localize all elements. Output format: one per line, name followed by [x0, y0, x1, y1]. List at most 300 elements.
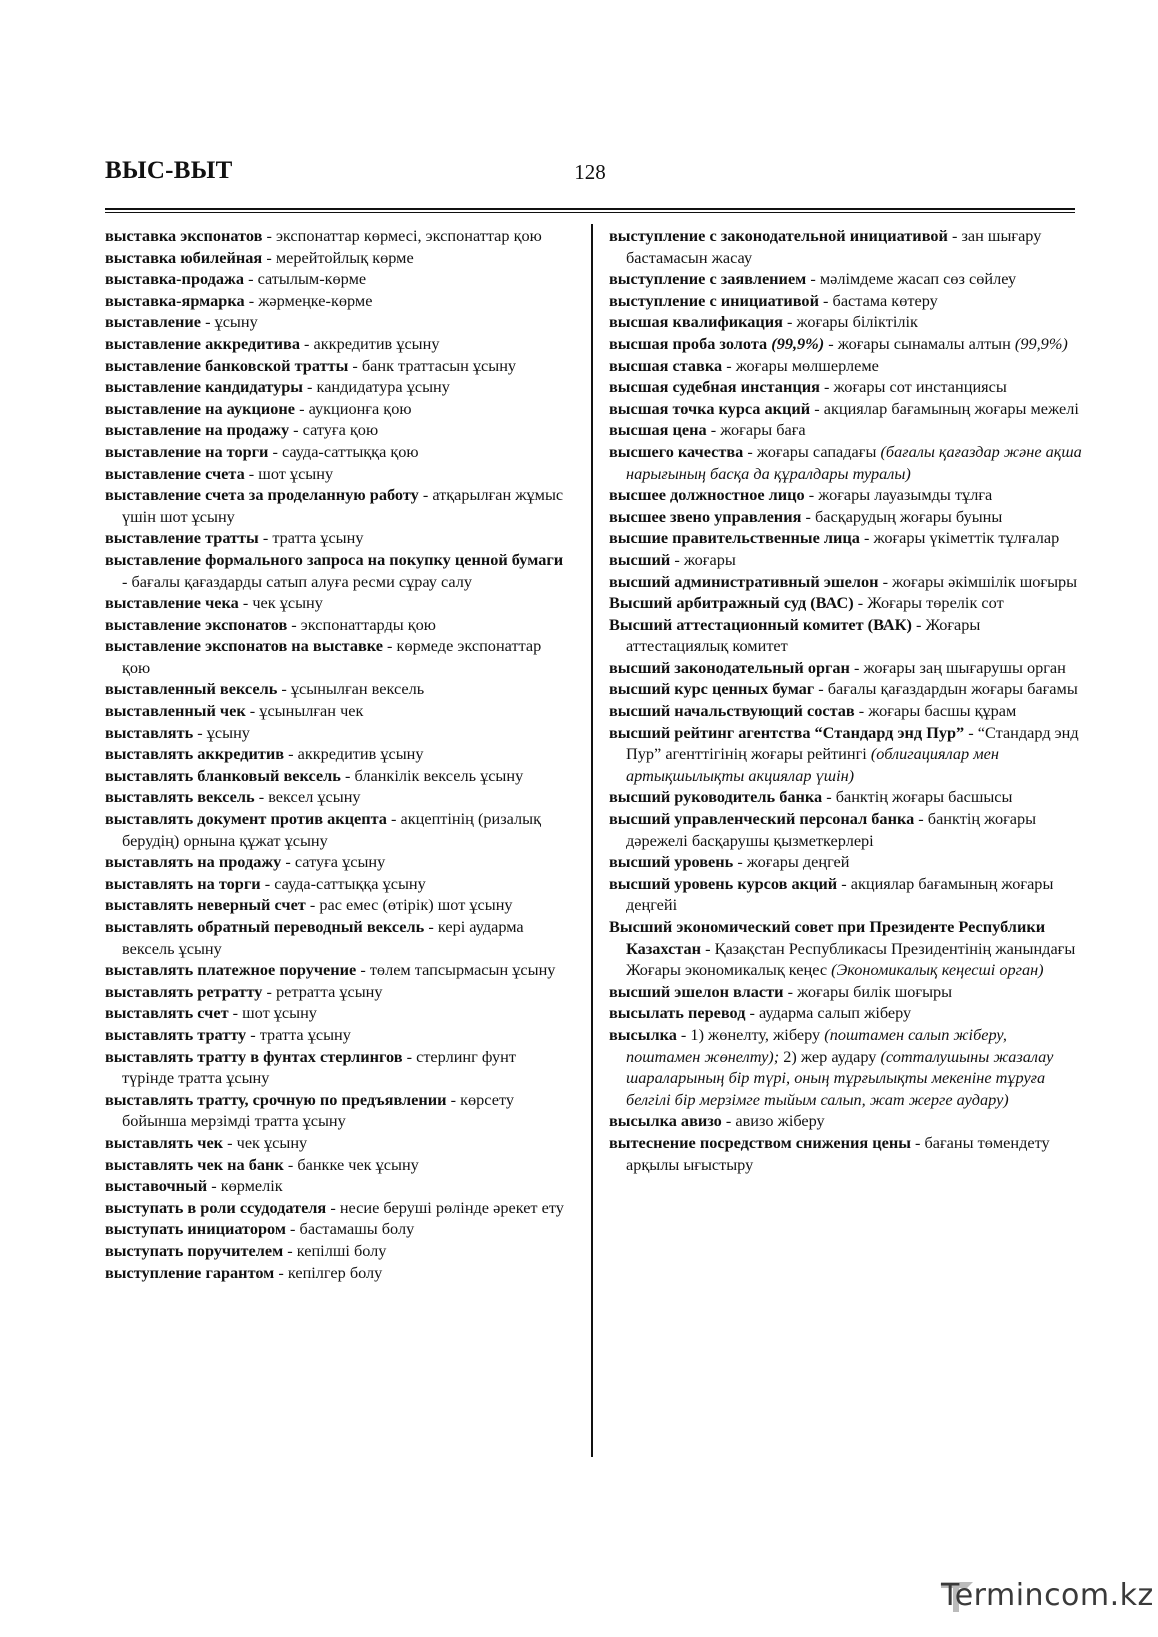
entry-separator: -	[911, 614, 926, 634]
dictionary-entry	[609, 376, 1084, 398]
entry-definition: көрмелік	[220, 1176, 283, 1196]
entry-definition: жоғары	[683, 549, 736, 569]
dictionary-entry	[105, 549, 567, 592]
entry-definition: 2) жер аудару	[779, 1046, 877, 1066]
entry-term: выставление	[105, 312, 201, 332]
entry-term: выставлять бланковый вексель	[105, 765, 341, 785]
entry-term: высшая ставка	[609, 355, 723, 375]
entry-separator: -	[386, 809, 401, 829]
entry-definition: жәрмеңке-көрме	[258, 290, 373, 310]
entry-definition: экспонаттарды қою	[300, 614, 436, 634]
dictionary-entry	[105, 1002, 567, 1024]
entry-separator: -	[701, 938, 715, 958]
entry-separator: -	[822, 787, 836, 807]
right-column	[609, 225, 1084, 1175]
entry-term: выставление банковской тратты	[105, 355, 349, 375]
entry-separator: -	[722, 355, 736, 375]
entry-definition: жоғары мөлшерлеме	[735, 355, 879, 375]
entry-term: выставлять аккредитив	[105, 744, 285, 764]
entry-term: высшее должностное лицо	[609, 485, 805, 505]
dictionary-entry	[105, 765, 567, 787]
dictionary-entry	[105, 1046, 567, 1089]
entry-definition: вексел ұсыну	[268, 787, 361, 807]
entry-separator: -	[819, 377, 834, 397]
dictionary-entry	[105, 1197, 567, 1219]
dictionary-entry	[105, 1240, 567, 1262]
entry-definition: банктің жоғары дәрежелі басқарушы қызметкерлері	[626, 809, 1037, 850]
dictionary-entry	[105, 1175, 567, 1197]
dictionary-entry	[609, 916, 1084, 981]
dictionary-entry	[609, 355, 1084, 377]
entry-separator: -	[356, 960, 370, 980]
entry-separator: -	[244, 290, 259, 310]
entry-term: выставлять тратту	[105, 1024, 247, 1044]
entry-definition: мерейтойлық көрме	[275, 247, 414, 267]
entry-term: выставка-продажа	[105, 269, 244, 289]
entry-definition: бағалы қағаздарды сатып алуға ресми сұрау салу	[131, 571, 473, 591]
entry-note: (Экономикалық кеңесші орган)	[827, 960, 1044, 980]
entry-term: выступление с заявлением	[609, 269, 807, 289]
entry-separator: -	[262, 247, 276, 267]
entry-definition: жоғары заң шығарушы орган	[863, 657, 1066, 677]
entry-term: выставлять тратту, срочную по предъявлении	[105, 1089, 447, 1109]
dictionary-entry	[105, 873, 567, 895]
entry-term: высшие правительственные лица	[609, 528, 860, 548]
entry-term: выставлять чек на банк	[105, 1154, 284, 1174]
entry-term: высший начальствующий состав	[609, 701, 855, 721]
dictionary-entry	[105, 1154, 567, 1176]
entry-definition: чек ұсыну	[252, 593, 323, 613]
entry-separator: -	[277, 679, 291, 699]
entry-definition: ұсыну	[206, 722, 250, 742]
entry-term-note: (99,9%)	[767, 333, 825, 353]
dictionary-entry	[105, 1089, 567, 1132]
entry-term: выставлять неверный счет	[105, 895, 306, 915]
entry-term: выставлять вексель	[105, 787, 255, 807]
entry-definition: “Стандард энд Пур” агенттігінің жоғары рейтингі	[626, 722, 1079, 764]
entry-separator: -	[340, 765, 355, 785]
entry-term: высший курс ценных бумаг	[609, 679, 815, 699]
entry-definition: шот ұсыну	[242, 1003, 317, 1023]
entry-separator: -	[326, 1197, 340, 1217]
entry-definition: акциялар бағамының жоғары межелі	[823, 398, 1079, 418]
entry-term: выставка юбилейная	[105, 247, 263, 267]
entry-separator: -	[806, 269, 820, 289]
dictionary-entry	[105, 247, 567, 269]
entry-definition: аккредитив ұсыну	[297, 744, 424, 764]
entry-definition: кепілші болу	[296, 1240, 387, 1260]
entry-definition: экспонаттар көрмесі, экспонаттар қою	[275, 226, 542, 245]
dictionary-entry	[609, 268, 1084, 290]
entry-definition: төлем тапсырмасын ұсыну	[369, 960, 556, 980]
entry-term: высшая квалификация	[609, 312, 783, 332]
entry-separator: -	[246, 1024, 260, 1044]
dictionary-entry	[609, 981, 1084, 1003]
dictionary-entry	[105, 678, 567, 700]
dictionary-entry	[105, 1262, 567, 1284]
entry-separator: -	[706, 420, 721, 440]
entry-definition: кандидатура ұсыну	[316, 377, 450, 397]
entry-separator: -	[964, 722, 978, 742]
dictionary-entry	[105, 463, 567, 485]
entry-separator: -	[254, 787, 269, 807]
entry-term: высшая точка курса акций	[609, 398, 811, 418]
entry-definition: атқарылған жұмыс үшін шот ұсыну	[122, 485, 564, 526]
dictionary-entry	[105, 851, 567, 873]
dictionary-entry	[105, 592, 567, 614]
entry-term: выставлять	[105, 722, 194, 742]
entry-note: (99,9%)	[1010, 333, 1068, 353]
entry-definition: шот ұсыну	[258, 463, 334, 483]
dictionary-entry	[609, 290, 1084, 312]
entry-term: выставление тратты	[105, 528, 259, 548]
entry-separator: -	[801, 506, 815, 526]
entry-separator: -	[262, 226, 276, 245]
entry-term: выставлять платежное поручение	[105, 960, 357, 980]
dictionary-entry	[105, 916, 567, 959]
entry-term: выставка экспонатов	[105, 226, 263, 245]
entry-term: высший уровень курсов акций	[609, 873, 838, 893]
entry-definition: жоғары баға	[720, 420, 806, 440]
entry-separator: -	[721, 1111, 736, 1131]
entry-definition: сауда-саттыққа ұсыну	[274, 873, 426, 893]
entry-definition: кепілгер болу	[287, 1262, 383, 1282]
entry-definition: жоғары сападағы	[756, 441, 877, 461]
dictionary-entry	[105, 333, 567, 355]
entry-term: выставление кандидатуры	[105, 377, 303, 397]
entry-definition: бланкілік вексель ұсыну	[354, 765, 524, 785]
entry-definition: 1) жөнелту, жіберу	[690, 1024, 821, 1044]
entry-term: выставлять счет	[105, 1003, 229, 1023]
dictionary-entry	[105, 1024, 567, 1046]
entry-separator: -	[302, 377, 317, 397]
dictionary-entry	[609, 1132, 1084, 1175]
entry-separator: -	[207, 1176, 221, 1196]
entry-term: выставлять на торги	[105, 873, 261, 893]
entry-separator: -	[274, 1262, 288, 1282]
entry-definition: жоғары біліктілік	[796, 312, 918, 332]
entry-separator: -	[818, 290, 833, 310]
entry-definition: жоғары әкімшілік шоғыры	[892, 571, 1078, 591]
entry-term: выступление с инициативой	[609, 290, 819, 310]
entry-definition: чек ұсыну	[236, 1132, 308, 1152]
entry-definition: акцептінің (ризалық берудің) орнына құжат ұсыну	[122, 809, 541, 850]
dictionary-entry	[105, 614, 567, 636]
entry-separator: -	[285, 1219, 300, 1239]
header-rule	[105, 208, 1075, 210]
dictionary-entry	[105, 290, 567, 312]
entry-separator: -	[859, 528, 874, 548]
entry-separator: -	[854, 701, 869, 721]
dictionary-entry	[609, 571, 1084, 593]
entry-separator: -	[223, 1132, 237, 1152]
entry-definition: бағалы қағаздардын жоғары бағамы	[827, 679, 1078, 699]
entry-definition: ұсыну	[214, 312, 258, 332]
entry-definition: жоғары сот инстанциясы	[833, 377, 1007, 397]
dictionary-entry	[105, 894, 567, 916]
entry-definition: бастама көтеру	[832, 290, 938, 310]
entry-definition: жоғары деңгей	[746, 852, 850, 872]
entry-term: выступление с законодательной инициативой	[609, 226, 948, 245]
entry-term: выставлять обратный переводный вексель	[105, 917, 425, 936]
entry-separator: -	[122, 571, 132, 591]
entry-definition: ұсынылған чек	[259, 701, 364, 721]
header-rule-thin	[105, 212, 1075, 213]
entry-term: выставление счета	[105, 463, 245, 483]
entry-separator: -	[743, 441, 757, 461]
dictionary-entry	[609, 808, 1084, 851]
entry-definition: жоғары билік шоғыры	[797, 981, 953, 1001]
entry-term: выставление формального запроса на покупку ценной бумаги	[105, 549, 564, 569]
dictionary-entry	[609, 1002, 1084, 1024]
dictionary-entry	[609, 722, 1084, 787]
entry-term: выступать инициатором	[105, 1219, 286, 1239]
entry-separator: -	[853, 593, 868, 613]
dictionary-entry	[105, 722, 567, 744]
entry-definition: тратта ұсыну	[272, 528, 364, 548]
entry-separator: -	[244, 463, 259, 483]
entry-separator: -	[260, 873, 275, 893]
entry-definition: ұсынылған вексель	[290, 679, 425, 699]
entry-definition: сауда-саттыққа қою	[281, 441, 419, 461]
entry-separator: -	[733, 852, 747, 872]
entry-separator: -	[245, 701, 260, 721]
entry-term: Высший экономический совет при Президенте Республики Казахстан	[609, 917, 1046, 958]
entry-term: выставочный	[105, 1176, 208, 1196]
dictionary-entry	[609, 851, 1084, 873]
entry-definition: мәлімдеме жасап сөз сөйлеу	[819, 269, 1017, 289]
dictionary-entry	[105, 1132, 567, 1154]
left-column	[105, 225, 567, 1283]
dictionary-entry	[609, 311, 1084, 333]
entry-definition: жоғары сынамалы алтын	[837, 333, 1011, 353]
entry-term: высший административный эшелон	[609, 571, 879, 591]
entry-term: выставлять ретратту	[105, 981, 263, 1001]
entry-definition: сатылым-көрме	[257, 269, 367, 289]
entry-separator: -	[382, 636, 397, 656]
page-header	[105, 153, 1075, 195]
entry-term: высылать перевод	[609, 1003, 746, 1023]
entry-separator: -	[262, 981, 277, 1001]
entry-separator: -	[193, 722, 207, 742]
dictionary-entry	[609, 441, 1084, 484]
entry-term: высший уровень	[609, 852, 734, 872]
dictionary-entry	[609, 873, 1084, 916]
dictionary-entry	[609, 506, 1084, 528]
entry-term: высшая проба золота	[609, 333, 768, 353]
entry-definition: басқарудың жоғары буыны	[814, 506, 1003, 526]
entry-separator: -	[268, 441, 282, 461]
entry-term: высший руководитель банка	[609, 787, 823, 807]
entry-term: выставление аккредитива	[105, 333, 300, 353]
dictionary-entry	[609, 484, 1084, 506]
dictionary-entry	[609, 549, 1084, 571]
entry-term: выставление экспонатов на выставке	[105, 636, 383, 656]
entry-term: выставление на аукционе	[105, 398, 296, 418]
entry-term: высылка авизо	[609, 1111, 722, 1131]
dictionary-entry	[609, 592, 1084, 614]
dictionary-entry	[105, 743, 567, 765]
entry-definition: жоғары басшы құрам	[868, 701, 1017, 721]
entry-separator: -	[824, 333, 838, 353]
dictionary-entry	[609, 527, 1084, 549]
entry-separator: -	[402, 1046, 417, 1066]
entry-separator: -	[446, 1089, 461, 1109]
entry-separator: -	[783, 981, 798, 1001]
entry-definition: аукционға қою	[308, 398, 412, 418]
entry-separator: -	[782, 312, 797, 332]
entry-term: выставление чека	[105, 593, 239, 613]
dictionary-entry	[105, 808, 567, 851]
dictionary-entry	[105, 311, 567, 333]
dictionary-entry	[105, 959, 567, 981]
entry-separator: -	[201, 312, 215, 332]
column-divider	[591, 224, 593, 1457]
dictionary-entry	[105, 635, 567, 678]
entry-term: выставление на продажу	[105, 420, 290, 440]
dictionary-entry	[105, 376, 567, 398]
entry-term: высылка	[609, 1024, 677, 1044]
entry-term: высшая судебная инстанция	[609, 377, 820, 397]
entry-separator: -	[284, 744, 298, 764]
dictionary-entry	[609, 657, 1084, 679]
entry-separator: -	[305, 895, 320, 915]
entry-definition: банктің жоғары басшысы	[835, 787, 1013, 807]
entry-separator: -	[244, 269, 258, 289]
entry-definition: бағаны төмендету арқылы ығыстыру	[626, 1132, 1050, 1174]
entry-definition: рас емес (өтірік) шот ұсыну	[319, 895, 513, 915]
dictionary-entry	[105, 398, 567, 420]
entry-definition: Жоғары төрелік сот	[867, 593, 1004, 613]
dictionary-entry	[609, 333, 1084, 355]
entry-separator: -	[283, 1240, 297, 1260]
entry-separator: -	[878, 571, 893, 591]
entry-note: (облигациялар мен артықшылықты акциялар үшін)	[626, 744, 999, 785]
entry-definition: көрсету бойынша мерзімді тратта ұсыну	[122, 1089, 514, 1131]
entry-separator: -	[228, 1003, 243, 1023]
entry-definition: банкке чек ұсыну	[297, 1154, 419, 1174]
dictionary-entry	[609, 419, 1084, 441]
entry-definition: Жоғары аттестациялық комитет	[626, 614, 981, 656]
dictionary-entry	[105, 441, 567, 463]
entry-definition: бастамашы болу	[299, 1219, 415, 1239]
entry-term: выставленный вексель	[105, 679, 278, 699]
entry-separator: -	[947, 226, 962, 245]
dictionary-entry	[105, 268, 567, 290]
entry-term: выступать в роли ссудодателя	[105, 1197, 327, 1217]
entry-separator: -	[804, 485, 819, 505]
entry-term: выставка-ярмарка	[105, 290, 245, 310]
entry-definition: банк траттасын ұсыну	[361, 355, 517, 375]
entry-separator: -	[299, 333, 314, 353]
entry-separator: -	[283, 1154, 298, 1174]
entry-term: выступление гарантом	[105, 1262, 275, 1282]
entry-separator: -	[281, 852, 295, 872]
entry-term: высший законодательный орган	[609, 657, 850, 677]
entry-definition: сатуға қою	[302, 420, 379, 440]
dictionary-entry	[105, 484, 567, 527]
entry-separator: -	[295, 398, 309, 418]
entry-separator: -	[910, 1132, 925, 1152]
entry-definition: кері аударма вексель ұсыну	[122, 917, 524, 958]
entry-note: (сотталушыны жазалау шараларының бір түрі, оның тұрғылықты мекеніне тұруға белгілі бір мерзімге тыйым салып, жат жерге аудару)	[626, 1046, 1054, 1109]
dictionary-entry	[609, 700, 1084, 722]
entry-term: выступать поручителем	[105, 1240, 284, 1260]
dictionary-entry	[105, 981, 567, 1003]
entry-separator: -	[258, 528, 273, 548]
entry-term: выставление на торги	[105, 441, 269, 461]
entry-term: выставление экспонатов	[105, 614, 288, 634]
entry-term: Высший аттестационный комитет (ВАК)	[609, 614, 912, 634]
entry-separator: -	[418, 485, 433, 505]
dictionary-entry	[105, 419, 567, 441]
entry-separator: -	[287, 614, 301, 634]
entry-note: (бағалы қағаздар және ақша нарығының басқа да құралдары туралы)	[626, 441, 1082, 483]
page-title: ВЫС-ВЫТ	[105, 157, 233, 184]
entry-term: высшее звено управления	[609, 506, 802, 526]
entry-term: высший управленческий персонал банка	[609, 809, 915, 829]
dictionary-entry	[609, 614, 1084, 657]
entry-term: выставление счета за проделанную работу	[105, 485, 419, 505]
watermark-text: Termincom.kz	[941, 1578, 1154, 1613]
entry-term: Высший арбитражный суд (ВАС)	[609, 593, 854, 613]
entry-definition: аккредитив ұсыну	[313, 333, 440, 353]
entry-definition: көрмеде экспонаттар қою	[122, 636, 542, 677]
entry-separator: -	[424, 917, 438, 936]
entry-separator: -	[810, 398, 824, 418]
entry-term: высший эшелон власти	[609, 981, 784, 1001]
entry-definition: авизо жіберу	[735, 1111, 825, 1131]
entry-term: выставлять документ против акцепта	[105, 809, 387, 829]
entry-definition: акциялар бағамының жоғары деңгейі	[626, 873, 1054, 915]
entry-definition: зан шығару бастамасын жасау	[626, 226, 1042, 267]
entry-definition: аударма салып жіберу	[759, 1003, 912, 1023]
dictionary-entry	[609, 1110, 1084, 1132]
entry-term: высшая цена	[609, 420, 707, 440]
entry-definition: тратта ұсыну	[259, 1024, 351, 1044]
entry-separator: -	[914, 809, 928, 829]
entry-definition: Қазақстан Республикасы Президентінің жанындағы Жоғары экономикалық кеңес	[626, 938, 1076, 980]
dictionary-entry	[609, 678, 1084, 700]
entry-term: высший рейтинг агентства “Стандард энд Пур”	[609, 722, 965, 742]
entry-separator: -	[676, 1024, 691, 1044]
entry-term: выставленный чек	[105, 701, 246, 721]
dictionary-entry	[609, 398, 1084, 420]
dictionary-entry	[105, 1218, 567, 1240]
entry-separator: -	[670, 549, 684, 569]
dictionary-entry	[105, 225, 567, 247]
dictionary-entry	[609, 1024, 1084, 1110]
entry-term: высший	[609, 549, 671, 569]
entry-term: высшего качества	[609, 441, 744, 461]
entry-separator: -	[814, 679, 828, 699]
dictionary-entry	[105, 355, 567, 377]
entry-separator: -	[849, 657, 864, 677]
entry-term: вытеснение посредством снижения цены	[609, 1132, 911, 1152]
entry-term: выставлять тратту в фунтах стерлингов	[105, 1046, 403, 1066]
dictionary-entry	[105, 527, 567, 549]
page-number: 128	[574, 160, 606, 184]
dictionary-entry	[105, 700, 567, 722]
entry-definition: жоғары лауазымды тұлға	[818, 485, 993, 505]
entry-separator: -	[837, 873, 851, 893]
dictionary-entry	[105, 786, 567, 808]
termincom-logo	[937, 1576, 1154, 1622]
entry-term: выставлять чек	[105, 1132, 224, 1152]
dictionary-entry	[609, 225, 1084, 268]
entry-note: (поштамен салып жіберу, поштамен жөнелту);	[626, 1024, 1007, 1066]
dictionary-entry	[609, 786, 1084, 808]
